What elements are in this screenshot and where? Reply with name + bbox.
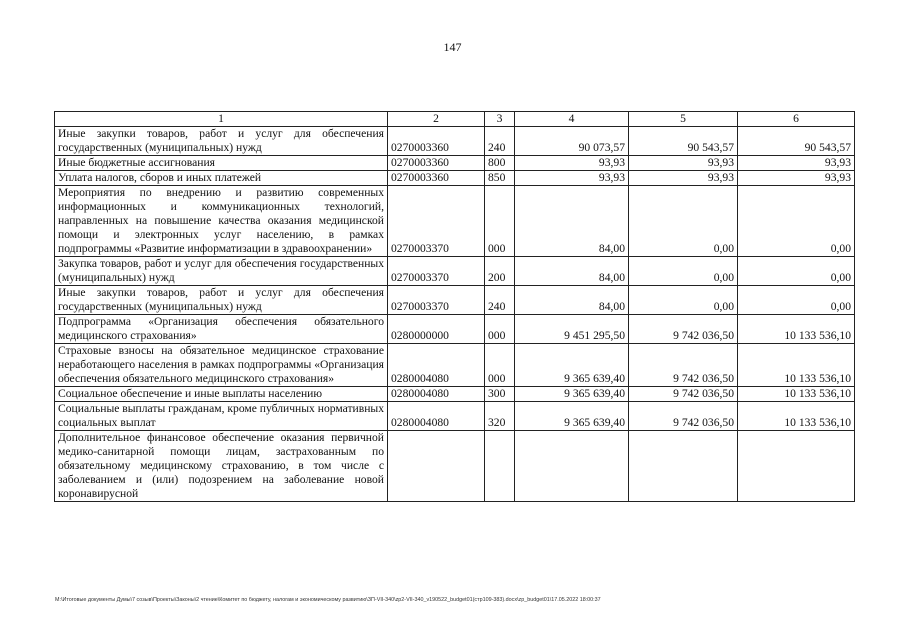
row-amount-1: 90 073,57: [515, 127, 629, 156]
row-amount-2: 9 742 036,50: [629, 344, 738, 387]
row-amount-2: 0,00: [629, 286, 738, 315]
row-amount-2: 9 742 036,50: [629, 402, 738, 431]
row-amount-2: 9 742 036,50: [629, 387, 738, 402]
row-amount-3: 10 133 536,10: [738, 315, 855, 344]
row-expense-type: 000: [485, 315, 515, 344]
row-amount-1: 93,93: [515, 171, 629, 186]
row-amount-3: 10 133 536,10: [738, 387, 855, 402]
table-row: [55, 286, 855, 315]
row-code: 0270003360: [388, 171, 485, 186]
table-row: [55, 127, 855, 156]
row-amount-2: 90 543,57: [629, 127, 738, 156]
row-amount-1: 9 365 639,40: [515, 344, 629, 387]
row-name: Страховые взносы на обязательное медицинское страхование неработающего населения в рамках подпрограммы «Организация обеспечения обязательного медицинского страхования»: [55, 344, 388, 387]
row-name: Социальные выплаты гражданам, кроме публичных нормативных социальных выплат: [55, 402, 388, 431]
row-code: 0280004080: [388, 344, 485, 387]
table-row: [55, 186, 855, 257]
row-amount-1: 93,93: [515, 156, 629, 171]
row-expense-type: 200: [485, 257, 515, 286]
row-name: Закупка товаров, работ и услуг для обеспечения государственных (муниципальных) нужд: [55, 257, 388, 286]
row-code: 0280004080: [388, 402, 485, 431]
table-header-row: [55, 112, 855, 127]
header-col-5: 5: [629, 112, 738, 127]
row-amount-1: 84,00: [515, 257, 629, 286]
row-expense-type: 000: [485, 344, 515, 387]
row-expense-type: 000: [485, 186, 515, 257]
row-amount-2: 93,93: [629, 156, 738, 171]
table-row: [55, 257, 855, 286]
row-expense-type: [485, 431, 515, 502]
row-amount-3: 93,93: [738, 156, 855, 171]
row-amount-3: [738, 431, 855, 502]
footer-file-path: M:\Итоговые документы Думы\7 созыв\Проекты\Законы\2 чтение\Комитет по бюджету, налогам и экономическому развитию\ЗП-VII-340\zp2-VII-340_v190522_budget01(стр109-383).docx\zp_budget01\17.05.2022 18:00:37: [55, 597, 601, 603]
row-amount-1: 9 451 295,50: [515, 315, 629, 344]
row-amount-3: 93,93: [738, 171, 855, 186]
row-expense-type: 800: [485, 156, 515, 171]
row-amount-3: 10 133 536,10: [738, 344, 855, 387]
table-row: [55, 431, 855, 502]
table-body: [55, 112, 855, 502]
row-amount-2: 93,93: [629, 171, 738, 186]
row-expense-type: 320: [485, 402, 515, 431]
header-col-4: 4: [515, 112, 629, 127]
header-col-6: 6: [738, 112, 855, 127]
row-code: 0280000000: [388, 315, 485, 344]
row-amount-3: 90 543,57: [738, 127, 855, 156]
row-expense-type: 240: [485, 286, 515, 315]
row-expense-type: 850: [485, 171, 515, 186]
row-amount-2: [629, 431, 738, 502]
row-amount-3: 0,00: [738, 186, 855, 257]
row-amount-1: 84,00: [515, 286, 629, 315]
table-row: [55, 402, 855, 431]
row-amount-3: 0,00: [738, 257, 855, 286]
table-row: [55, 344, 855, 387]
table-row: [55, 387, 855, 402]
row-name: Иные закупки товаров, работ и услуг для обеспечения государственных (муниципальных) нужд: [55, 127, 388, 156]
table-row: [55, 156, 855, 171]
row-code: 0280004080: [388, 387, 485, 402]
row-code: 0270003370: [388, 286, 485, 315]
row-amount-1: 9 365 639,40: [515, 402, 629, 431]
table-row: [55, 171, 855, 186]
row-amount-1: 9 365 639,40: [515, 387, 629, 402]
row-code: 0270003370: [388, 257, 485, 286]
row-name: Иные бюджетные ассигнования: [55, 156, 388, 171]
header-col-2: 2: [388, 112, 485, 127]
row-name: Уплата налогов, сборов и иных платежей: [55, 171, 388, 186]
header-col-3: 3: [485, 112, 515, 127]
row-name: Мероприятия по внедрению и развитию современных информационных и коммуникационных технологий, направленных на повышение качества оказания медицинской помощи и электронных услуг населению, в рамках подпрограммы «Развитие информатизации в здравоохранении»: [55, 186, 388, 257]
row-name: Дополнительное финансовое обеспечение оказания первичной медико-санитарной помощи лицам, застрахованным по обязательному медицинскому страхованию, в том числе с заболеванием и (или) подозрением на заболевание новой коронавирусной: [55, 431, 388, 502]
row-amount-1: 84,00: [515, 186, 629, 257]
row-name: Иные закупки товаров, работ и услуг для обеспечения государственных (муниципальных) нужд: [55, 286, 388, 315]
row-name: Социальное обеспечение и иные выплаты населению: [55, 387, 388, 402]
row-amount-3: 10 133 536,10: [738, 402, 855, 431]
row-expense-type: 240: [485, 127, 515, 156]
table-row: [55, 315, 855, 344]
row-code: [388, 431, 485, 502]
row-amount-2: 9 742 036,50: [629, 315, 738, 344]
row-code: 0270003360: [388, 127, 485, 156]
budget-table: [54, 111, 855, 502]
row-code: 0270003370: [388, 186, 485, 257]
header-col-1: 1: [55, 112, 388, 127]
row-expense-type: 300: [485, 387, 515, 402]
row-amount-3: 0,00: [738, 286, 855, 315]
row-amount-2: 0,00: [629, 186, 738, 257]
row-name: Подпрограмма «Организация обеспечения обязательного медицинского страхования»: [55, 315, 388, 344]
page-number: 147: [443, 40, 462, 54]
row-amount-1: [515, 431, 629, 502]
row-code: 0270003360: [388, 156, 485, 171]
row-amount-2: 0,00: [629, 257, 738, 286]
